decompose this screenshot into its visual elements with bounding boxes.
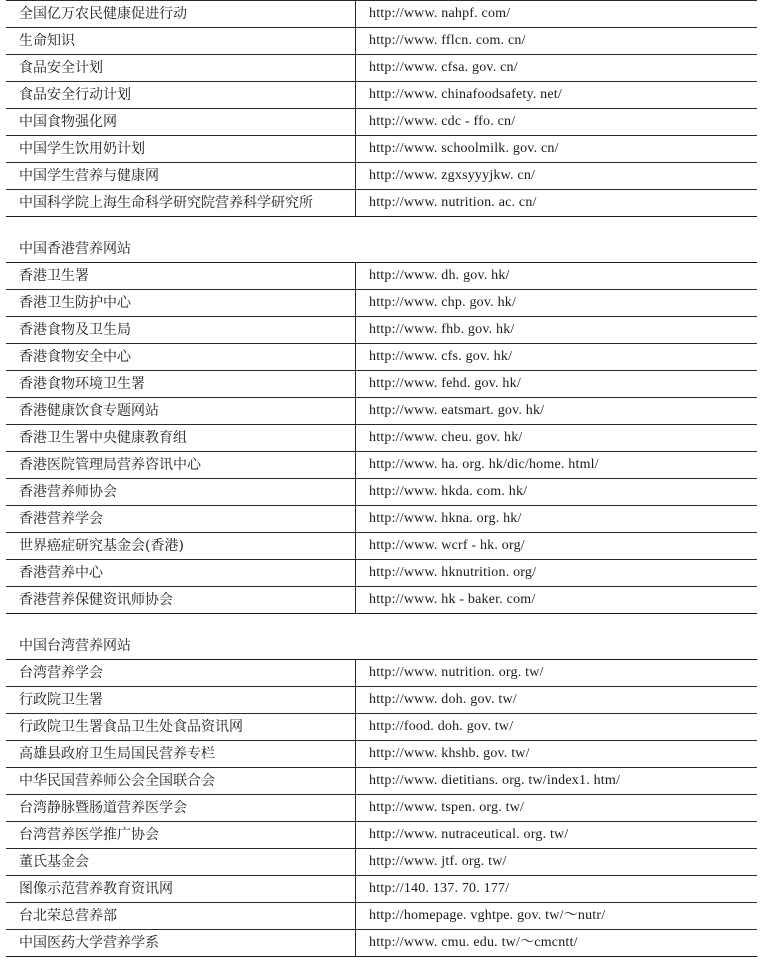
website-url-cell: http://www. ha. org. hk/dic/home. html/ bbox=[356, 452, 758, 479]
organization-name-cell: 行政院卫生署 bbox=[6, 687, 356, 714]
website-url-cell: http://www. doh. gov. tw/ bbox=[356, 687, 758, 714]
organization-name-cell: 台湾营养学会 bbox=[6, 660, 356, 687]
table-row bbox=[6, 533, 757, 560]
table-row bbox=[6, 452, 757, 479]
table-row bbox=[6, 479, 757, 506]
website-url-cell: http://www. nutrition. ac. cn/ bbox=[356, 190, 758, 217]
organization-name-cell: 中国学生营养与健康网 bbox=[6, 163, 356, 190]
table-row bbox=[6, 768, 757, 795]
website-url-cell: http://homepage. vghtpe. gov. tw/～nutr/ bbox=[356, 903, 758, 930]
website-url-cell: http://www. nahpf. com/ bbox=[356, 1, 758, 28]
organization-name-cell: 香港营养师协会 bbox=[6, 479, 356, 506]
organization-name-cell: 香港医院管理局营养咨讯中心 bbox=[6, 452, 356, 479]
organization-name-cell: 香港食物环境卫生署 bbox=[6, 371, 356, 398]
table-row bbox=[6, 109, 757, 136]
website-url-cell: http://www. chp. gov. hk/ bbox=[356, 290, 758, 317]
organization-name-cell: 香港健康饮食专题网站 bbox=[6, 398, 356, 425]
table-row bbox=[6, 822, 757, 849]
table-row bbox=[6, 263, 757, 290]
organization-name-cell: 董氏基金会 bbox=[6, 849, 356, 876]
organization-name-cell: 图像示范营养教育资讯网 bbox=[6, 876, 356, 903]
organization-name-cell: 香港食物及卫生局 bbox=[6, 317, 356, 344]
table-row bbox=[6, 163, 757, 190]
website-url-cell: http://www. fehd. gov. hk/ bbox=[356, 371, 758, 398]
table-row bbox=[6, 190, 757, 217]
website-url-cell: http://www. cmu. edu. tw/～cmcntt/ bbox=[356, 930, 758, 957]
organization-name-cell: 台北荣总营养部 bbox=[6, 903, 356, 930]
organization-name-cell: 中华民国营养师公会全国联合会 bbox=[6, 768, 356, 795]
website-url-cell: http://www. cheu. gov. hk/ bbox=[356, 425, 758, 452]
organization-name-cell: 全国亿万农民健康促进行动 bbox=[6, 1, 356, 28]
website-url-cell: http://www. fflcn. com. cn/ bbox=[356, 28, 758, 55]
organization-name-cell: 香港营养中心 bbox=[6, 560, 356, 587]
website-url-cell: http://www. chinafoodsafety. net/ bbox=[356, 82, 758, 109]
organization-name-cell: 香港卫生防护中心 bbox=[6, 290, 356, 317]
table-row bbox=[6, 28, 757, 55]
organization-name-cell: 食品安全行动计划 bbox=[6, 82, 356, 109]
website-url-cell: http://www. cfsa. gov. cn/ bbox=[356, 55, 758, 82]
table-row bbox=[6, 795, 757, 822]
website-url-cell: http://www. jtf. org. tw/ bbox=[356, 849, 758, 876]
hongkong-websites-body bbox=[6, 263, 757, 614]
table-row bbox=[6, 55, 757, 82]
organization-name-cell: 香港食物安全中心 bbox=[6, 344, 356, 371]
website-url-cell: http://www. hkda. com. hk/ bbox=[356, 479, 758, 506]
website-url-cell: http://www. nutraceutical. org. tw/ bbox=[356, 822, 758, 849]
website-url-cell: http://www. schoolmilk. gov. cn/ bbox=[356, 136, 758, 163]
organization-name-cell: 香港营养学会 bbox=[6, 506, 356, 533]
table-row bbox=[6, 425, 757, 452]
table-row bbox=[6, 317, 757, 344]
organization-name-cell: 中国医药大学营养学系 bbox=[6, 930, 356, 957]
table-row bbox=[6, 506, 757, 533]
taiwan-section-title: 中国台湾营养网站 bbox=[19, 638, 131, 654]
website-url-cell: http://www. khshb. gov. tw/ bbox=[356, 741, 758, 768]
website-url-cell: http://140. 137. 70. 177/ bbox=[356, 876, 758, 903]
website-url-cell: http://www. wcrf - hk. org/ bbox=[356, 533, 758, 560]
website-url-cell: http://www. tspen. org. tw/ bbox=[356, 795, 758, 822]
website-url-cell: http://www. cfs. gov. hk/ bbox=[356, 344, 758, 371]
website-url-cell: http://www. cdc - ffo. cn/ bbox=[356, 109, 758, 136]
organization-name-cell: 香港卫生署中央健康教育组 bbox=[6, 425, 356, 452]
organization-name-cell: 香港卫生署 bbox=[6, 263, 356, 290]
table-row bbox=[6, 660, 757, 687]
table-row bbox=[6, 741, 757, 768]
taiwan-websites-body bbox=[6, 660, 757, 957]
website-url-cell: http://www. fhb. gov. hk/ bbox=[356, 317, 758, 344]
organization-name-cell: 中国科学院上海生命科学研究院营养科学研究所 bbox=[6, 190, 356, 217]
mainland-websites-table bbox=[6, 0, 757, 217]
website-url-cell: http://www. hk - baker. com/ bbox=[356, 587, 758, 614]
website-url-cell: http://www. dietitians. org. tw/index1. htm/ bbox=[356, 768, 758, 795]
organization-name-cell: 世界癌症研究基金会(香港) bbox=[6, 533, 356, 560]
organization-name-cell: 香港营养保健资讯师协会 bbox=[6, 587, 356, 614]
table-row bbox=[6, 82, 757, 109]
website-url-cell: http://www. nutrition. org. tw/ bbox=[356, 660, 758, 687]
table-row bbox=[6, 930, 757, 957]
website-url-cell: http://food. doh. gov. tw/ bbox=[356, 714, 758, 741]
hongkong-section-title: 中国香港营养网站 bbox=[19, 241, 131, 257]
table-row bbox=[6, 371, 757, 398]
website-url-cell: http://www. zgxsyyyjkw. cn/ bbox=[356, 163, 758, 190]
table-row bbox=[6, 714, 757, 741]
organization-name-cell: 行政院卫生署食品卫生处食品资讯网 bbox=[6, 714, 356, 741]
table-row bbox=[6, 687, 757, 714]
hongkong-websites-table bbox=[6, 262, 757, 614]
website-url-cell: http://www. eatsmart. gov. hk/ bbox=[356, 398, 758, 425]
table-row bbox=[6, 587, 757, 614]
taiwan-websites-table bbox=[6, 659, 757, 957]
organization-name-cell: 中国食物强化网 bbox=[6, 109, 356, 136]
organization-name-cell: 台湾营养医学推广协会 bbox=[6, 822, 356, 849]
organization-name-cell: 生命知识 bbox=[6, 28, 356, 55]
table-row bbox=[6, 290, 757, 317]
website-url-cell: http://www. dh. gov. hk/ bbox=[356, 263, 758, 290]
website-url-cell: http://www. hkna. org. hk/ bbox=[356, 506, 758, 533]
table-row bbox=[6, 876, 757, 903]
table-row bbox=[6, 136, 757, 163]
table-row bbox=[6, 1, 757, 28]
mainland-websites-body bbox=[6, 1, 757, 217]
table-row bbox=[6, 903, 757, 930]
organization-name-cell: 台湾静脉暨肠道营养医学会 bbox=[6, 795, 356, 822]
organization-name-cell: 高雄县政府卫生局国民营养专栏 bbox=[6, 741, 356, 768]
table-row bbox=[6, 398, 757, 425]
table-row bbox=[6, 560, 757, 587]
table-row bbox=[6, 344, 757, 371]
organization-name-cell: 食品安全计划 bbox=[6, 55, 356, 82]
table-row bbox=[6, 849, 757, 876]
website-url-cell: http://www. hknutrition. org/ bbox=[356, 560, 758, 587]
organization-name-cell: 中国学生饮用奶计划 bbox=[6, 136, 356, 163]
